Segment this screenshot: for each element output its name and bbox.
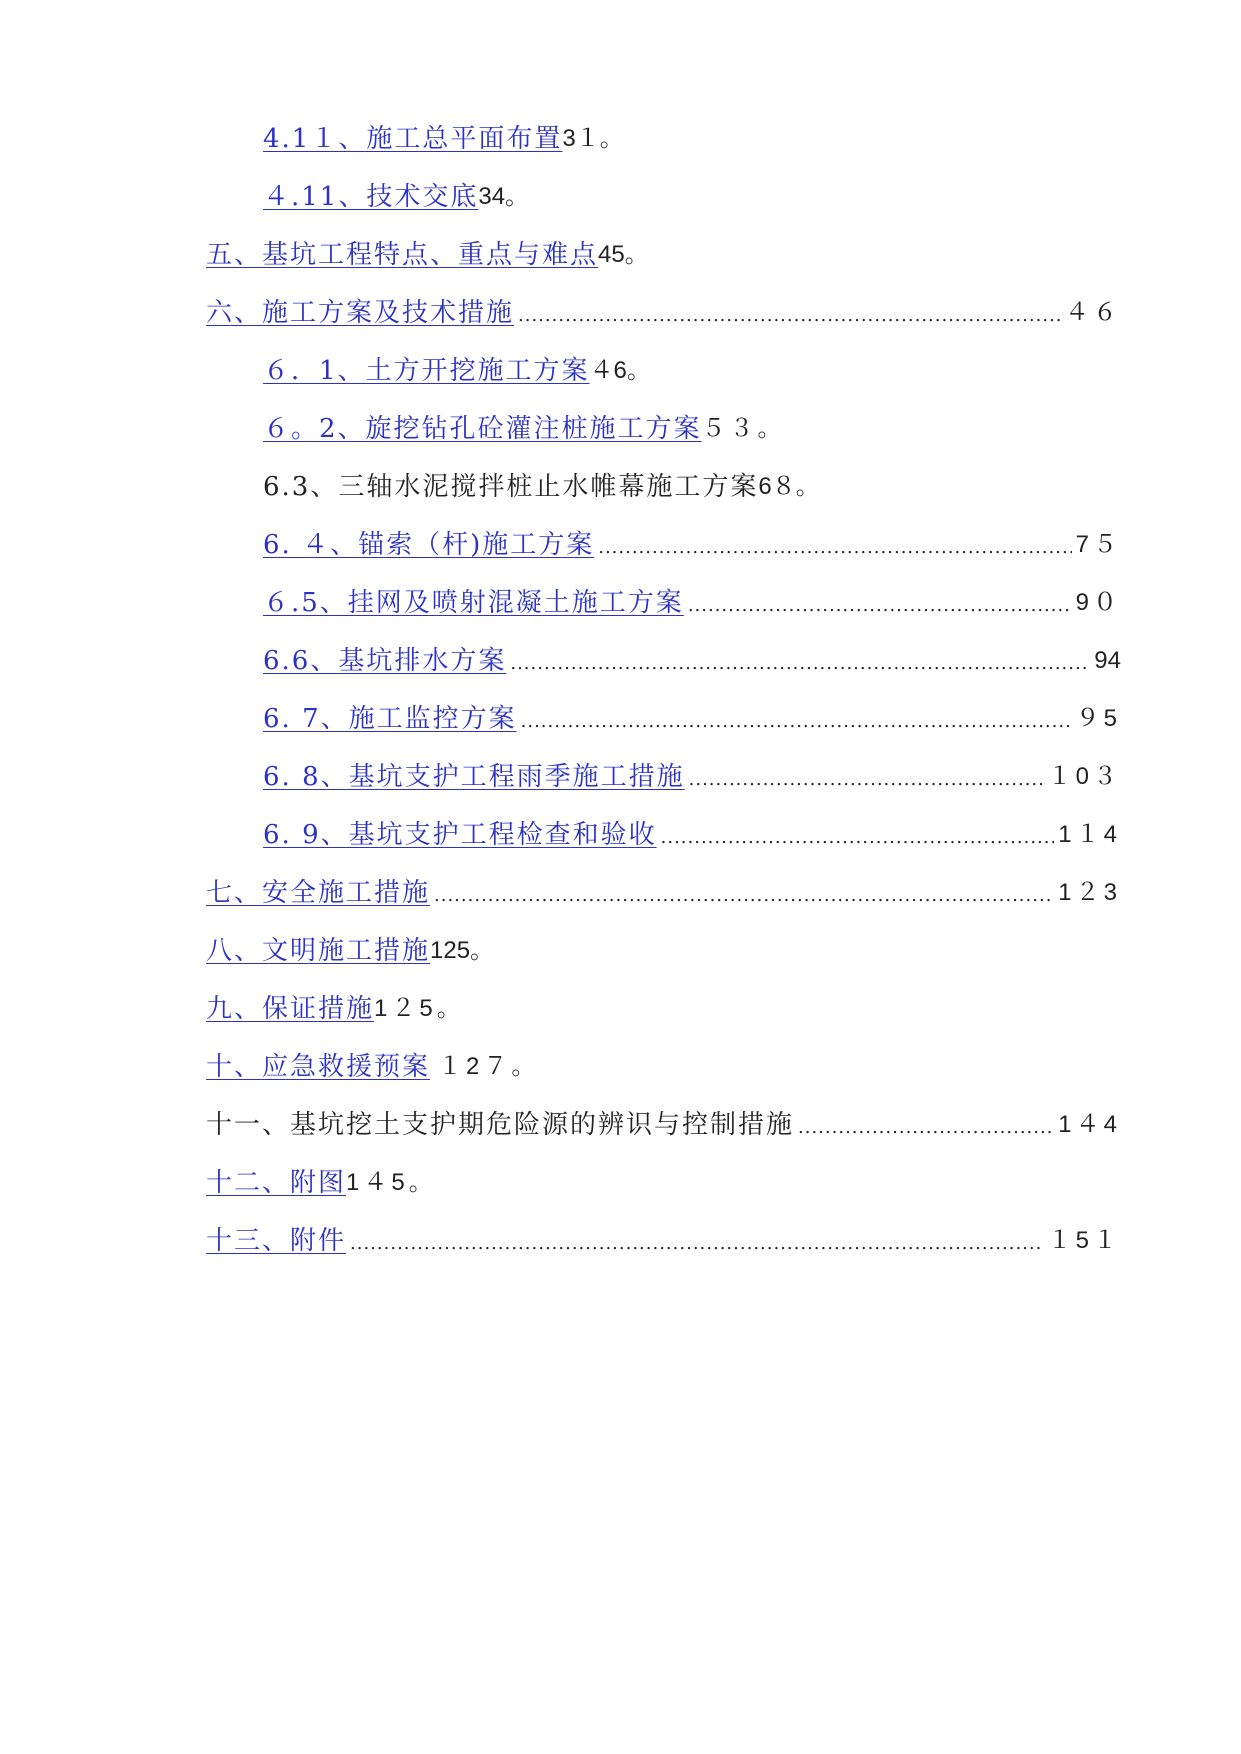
toc-entry[interactable] bbox=[206, 1218, 1121, 1258]
toc-entry-link[interactable]: 6.6、基坑排水方案 bbox=[263, 646, 507, 676]
toc-entry-page: ５３。 bbox=[701, 415, 786, 442]
toc-entry-page: １0３ bbox=[1047, 763, 1121, 790]
toc-entry-page: ９5 bbox=[1075, 705, 1121, 732]
toc-leader-dots bbox=[688, 592, 1072, 620]
toc-entry[interactable] bbox=[206, 290, 1121, 330]
toc-entry-text: 十一、基坑挖土支护期危险源的辨识与控制措施 bbox=[206, 1110, 795, 1140]
toc-entry-page: 1２3 bbox=[1058, 879, 1121, 906]
toc-entry[interactable] bbox=[206, 986, 465, 1026]
toc-entry-link[interactable]: 七、安全施工措施 bbox=[206, 878, 431, 908]
toc-leader-dots bbox=[521, 708, 1072, 736]
toc-leader-dots bbox=[689, 766, 1044, 794]
toc-entry-page: 3１。 bbox=[562, 125, 624, 152]
toc-entry-link[interactable]: ６．1、土方开挖施工方案 bbox=[263, 356, 590, 386]
toc-entry[interactable] bbox=[263, 116, 624, 156]
toc-entry[interactable] bbox=[263, 812, 1121, 852]
toc-entry[interactable] bbox=[263, 522, 1121, 562]
toc-entry[interactable] bbox=[263, 174, 529, 214]
toc-leader-dots bbox=[518, 302, 1061, 330]
toc-entry-page: ４6。 bbox=[589, 357, 651, 384]
toc-leader-dots bbox=[510, 650, 1090, 678]
toc-entry-link[interactable]: ６。2、旋挖钻孔砼灌注桩施工方案 bbox=[263, 414, 702, 444]
toc-entry[interactable] bbox=[263, 580, 1121, 620]
toc-entry-link[interactable]: 6. 8、基坑支护工程雨季施工措施 bbox=[263, 762, 685, 792]
toc-entry-link[interactable]: 十三、附件 bbox=[206, 1226, 347, 1256]
toc-leader-dots bbox=[350, 1230, 1044, 1258]
toc-entry-link[interactable]: 6. ４、锚索（杆)施工方案 bbox=[263, 530, 595, 560]
toc-entry[interactable] bbox=[263, 696, 1121, 736]
toc-entry-page: 94 bbox=[1094, 647, 1121, 674]
toc-leader-dots bbox=[661, 824, 1055, 852]
toc-entry-page: 1４4 bbox=[1058, 1111, 1121, 1138]
toc-leader-dots bbox=[598, 534, 1071, 562]
toc-leader-dots bbox=[798, 1114, 1054, 1142]
toc-entry-link[interactable]: 九、保证措施 bbox=[206, 994, 375, 1024]
toc-entry-link[interactable]: 八、文明施工措施 bbox=[206, 936, 431, 966]
toc-entry-page: ４６ bbox=[1065, 299, 1121, 326]
toc-entry-link[interactable]: 六、施工方案及技术措施 bbox=[206, 298, 515, 328]
toc-entry-link[interactable]: 五、基坑工程特点、重点与难点 bbox=[206, 240, 599, 270]
toc-entry-page: 9０ bbox=[1075, 589, 1121, 616]
toc-entry-page: 1１4 bbox=[1058, 821, 1121, 848]
toc-entry[interactable] bbox=[206, 1102, 1121, 1142]
toc-entry-page: 6８。 bbox=[758, 473, 820, 500]
toc-entry[interactable] bbox=[263, 638, 1121, 678]
toc-entry-page: 125。 bbox=[430, 937, 495, 964]
toc-entry-link[interactable]: 4.1１、施工总平面布置 bbox=[263, 124, 563, 154]
toc-entry[interactable] bbox=[263, 348, 651, 388]
toc-entry[interactable] bbox=[263, 464, 820, 504]
toc-entry-page: 1４5。 bbox=[346, 1169, 437, 1196]
toc-entry-link[interactable]: 6. 7、施工监控方案 bbox=[263, 704, 517, 734]
toc-entry-link[interactable]: ４.11、技术交底 bbox=[263, 182, 479, 212]
toc-entry[interactable] bbox=[263, 406, 786, 446]
toc-entry[interactable] bbox=[206, 928, 494, 968]
toc-entry[interactable] bbox=[206, 1044, 539, 1084]
toc-entry-link[interactable]: 6. 9、基坑支护工程检查和验收 bbox=[263, 820, 657, 850]
toc-entry-text: 6.3、三轴水泥搅拌桩止水帷幕施工方案 bbox=[263, 472, 759, 502]
toc-entry[interactable] bbox=[206, 232, 649, 272]
toc-entry-page: １5１ bbox=[1047, 1227, 1121, 1254]
toc-entry-page: 1２5。 bbox=[374, 995, 465, 1022]
toc-entry-page: １2７。 bbox=[438, 1053, 540, 1080]
toc-entry-page: 45。 bbox=[598, 241, 649, 268]
toc-entry-page: 34。 bbox=[478, 183, 530, 210]
toc-entry-link[interactable]: 十、应急救援预案 bbox=[206, 1052, 431, 1082]
toc-entry[interactable] bbox=[263, 754, 1121, 794]
toc-entry-link[interactable]: 十二、附图 bbox=[206, 1168, 347, 1198]
toc-entry-page: 7５ bbox=[1075, 531, 1121, 558]
toc-entry[interactable] bbox=[206, 1160, 437, 1200]
toc-leader-dots bbox=[434, 882, 1054, 910]
toc-entry[interactable] bbox=[206, 870, 1121, 910]
toc-entry-link[interactable]: ６.5、挂网及喷射混凝土施工方案 bbox=[263, 588, 684, 618]
